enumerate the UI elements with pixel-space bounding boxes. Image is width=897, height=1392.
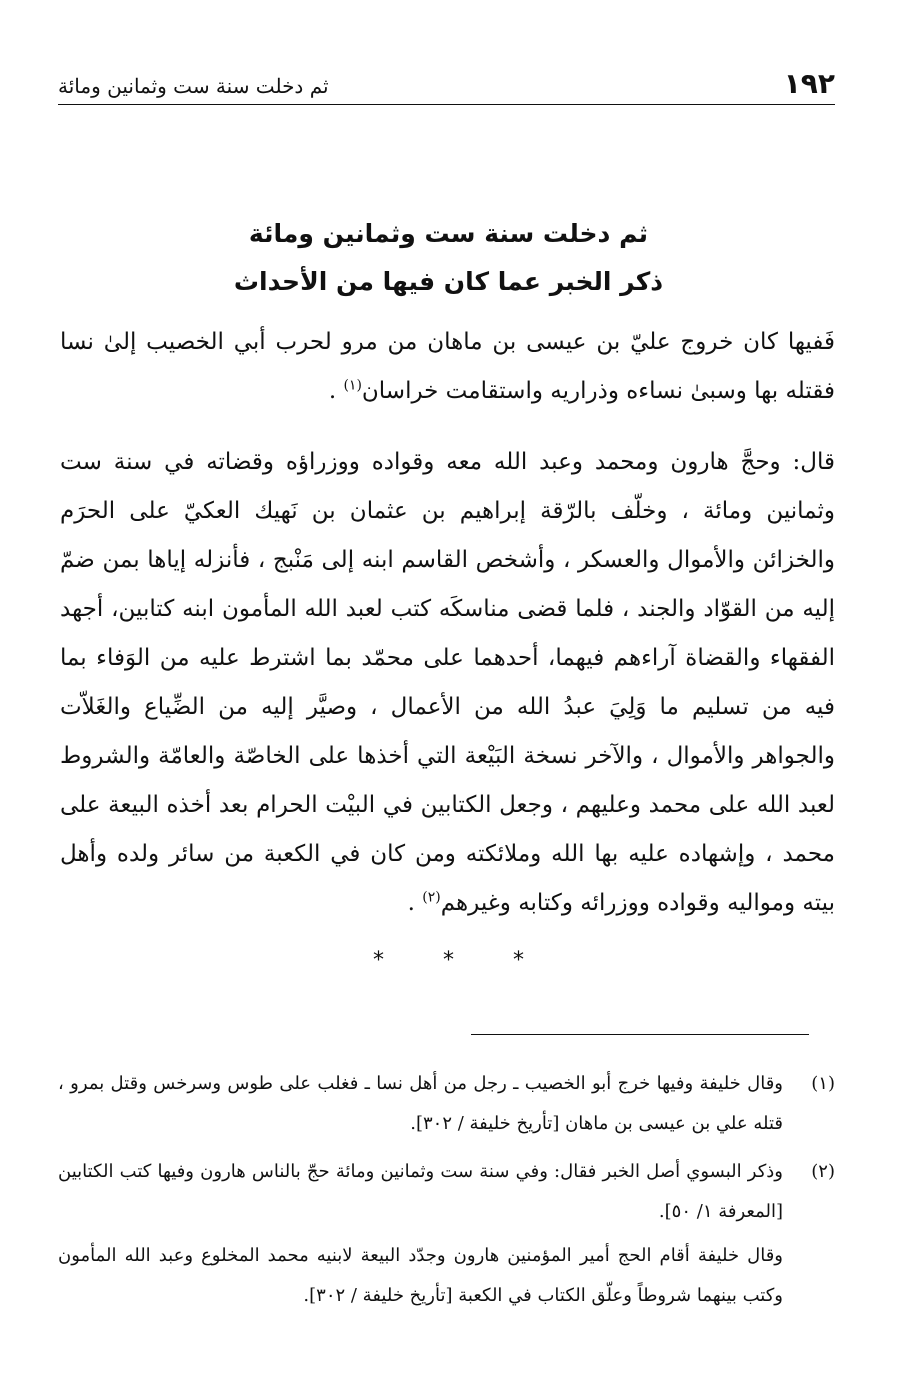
footnote-ref-2: (٢) [422, 889, 441, 906]
paragraph-2-text: قال: وحجَّ هارون ومحمد وعبد الله معه وقواده ووزراؤه وقضاته في سنة ست وثمانين ومائة ، وخلّف بالرّقة إبراهيم بن عثمان بن نَهيك العكيّ على الحرَم والخزائن والأموال والعسكر ، وأشخص القاسم ابنه إلى مَنْبج ، فأنزله إياها بمن ضمّ إليه من القوّاد والجند ، فلما قضى مناسكَه كتب لعبد الله المأمون ابنه كتابين، أجهد الفقهاء والقضاة آراءهم فيهما، أحدهما على محمّد بما اشترط عليه من الوَفاء بما فيه من تسليم ما وَلِيَ عبدُ الله من الأعمال ، وصيَّر إليه من الضِّياع والغَلاّت والجواهر والأموال ، والآخر نسخة البَيْعة التي أخذها على الخاصّة والعامّة والشروط لعبد الله على محمد وعليهم ، وجعل الكتابين في البيْت الحرام بعد أخذه البيعة على محمد ، وإشهاده عليه بها الله وملائكته ومن كان في الكعبة من سائر ولده وأهل بيته ومواليه وقواده ووزرائه وكتابه وغيرهم [60, 449, 835, 916]
heading-year-line: ثم دخلت سنة ست وثمانين ومائة [248, 219, 649, 248]
footnote-text: وذكر البسوي أصل الخبر فقال: وفي سنة ست وثمانين ومائة حجّ بالناس هارون وفيها كتب الكتابين [المعرفة ١/ ٥٠]. [58, 1161, 783, 1222]
footnote-number: (١) [811, 1073, 835, 1094]
footnote-rule [471, 1034, 809, 1035]
paragraph-2-end: . [407, 890, 423, 916]
heading-subtitle-line: ذكر الخبر عما كان فيها من الأحداث [233, 267, 664, 296]
page-number: ١٩٢ [783, 67, 835, 100]
paragraph-2 [60, 438, 835, 928]
main-text [60, 318, 835, 928]
running-title: ثم دخلت سنة ست وثمانين ومائة [58, 74, 329, 98]
footnote-number: (٢) [811, 1161, 835, 1182]
chapter-heading [60, 210, 837, 306]
section-separator: * * * [373, 948, 550, 973]
footnote-body [58, 1152, 783, 1316]
footnote-1 [58, 1064, 835, 1144]
footnote-text: وقال خليفة وفيها خرج أبو الخصيب ـ رجل من أهل نسا ـ فغلب على طوس وسرخس وقتل بمرو ، قتله علي بن عيسى بن ماهان [تأريخ خليفة / ٣٠٢]. [58, 1073, 783, 1134]
footnote-body [58, 1064, 783, 1144]
footnote-text: وقال خليفة أقام الحج أمير المؤمنين هارون وجدّد البيعة لابنيه محمد المخلوع وعبد الله المأمون وكتب بينهما شروطاً وعلّق الكتاب في الكعبة [تأريخ خليفة / ٣٠٢]. [58, 1245, 783, 1306]
paragraph-1-end: . [328, 378, 344, 404]
footnote-2 [58, 1152, 835, 1316]
header-rule [58, 104, 835, 105]
footnote-ref-1: (١) [343, 377, 362, 394]
paragraph-1 [60, 318, 835, 416]
running-header [58, 62, 835, 102]
paragraph-1-text: فَفيها كان خروج عليّ بن عيسى بن ماهان من مرو لحرب أبي الخصيب إلىٰ نسا فقتله بها وسبىٰ نساءه وذراريه واستقامت خراسان [60, 329, 835, 404]
footnotes [58, 1064, 835, 1324]
